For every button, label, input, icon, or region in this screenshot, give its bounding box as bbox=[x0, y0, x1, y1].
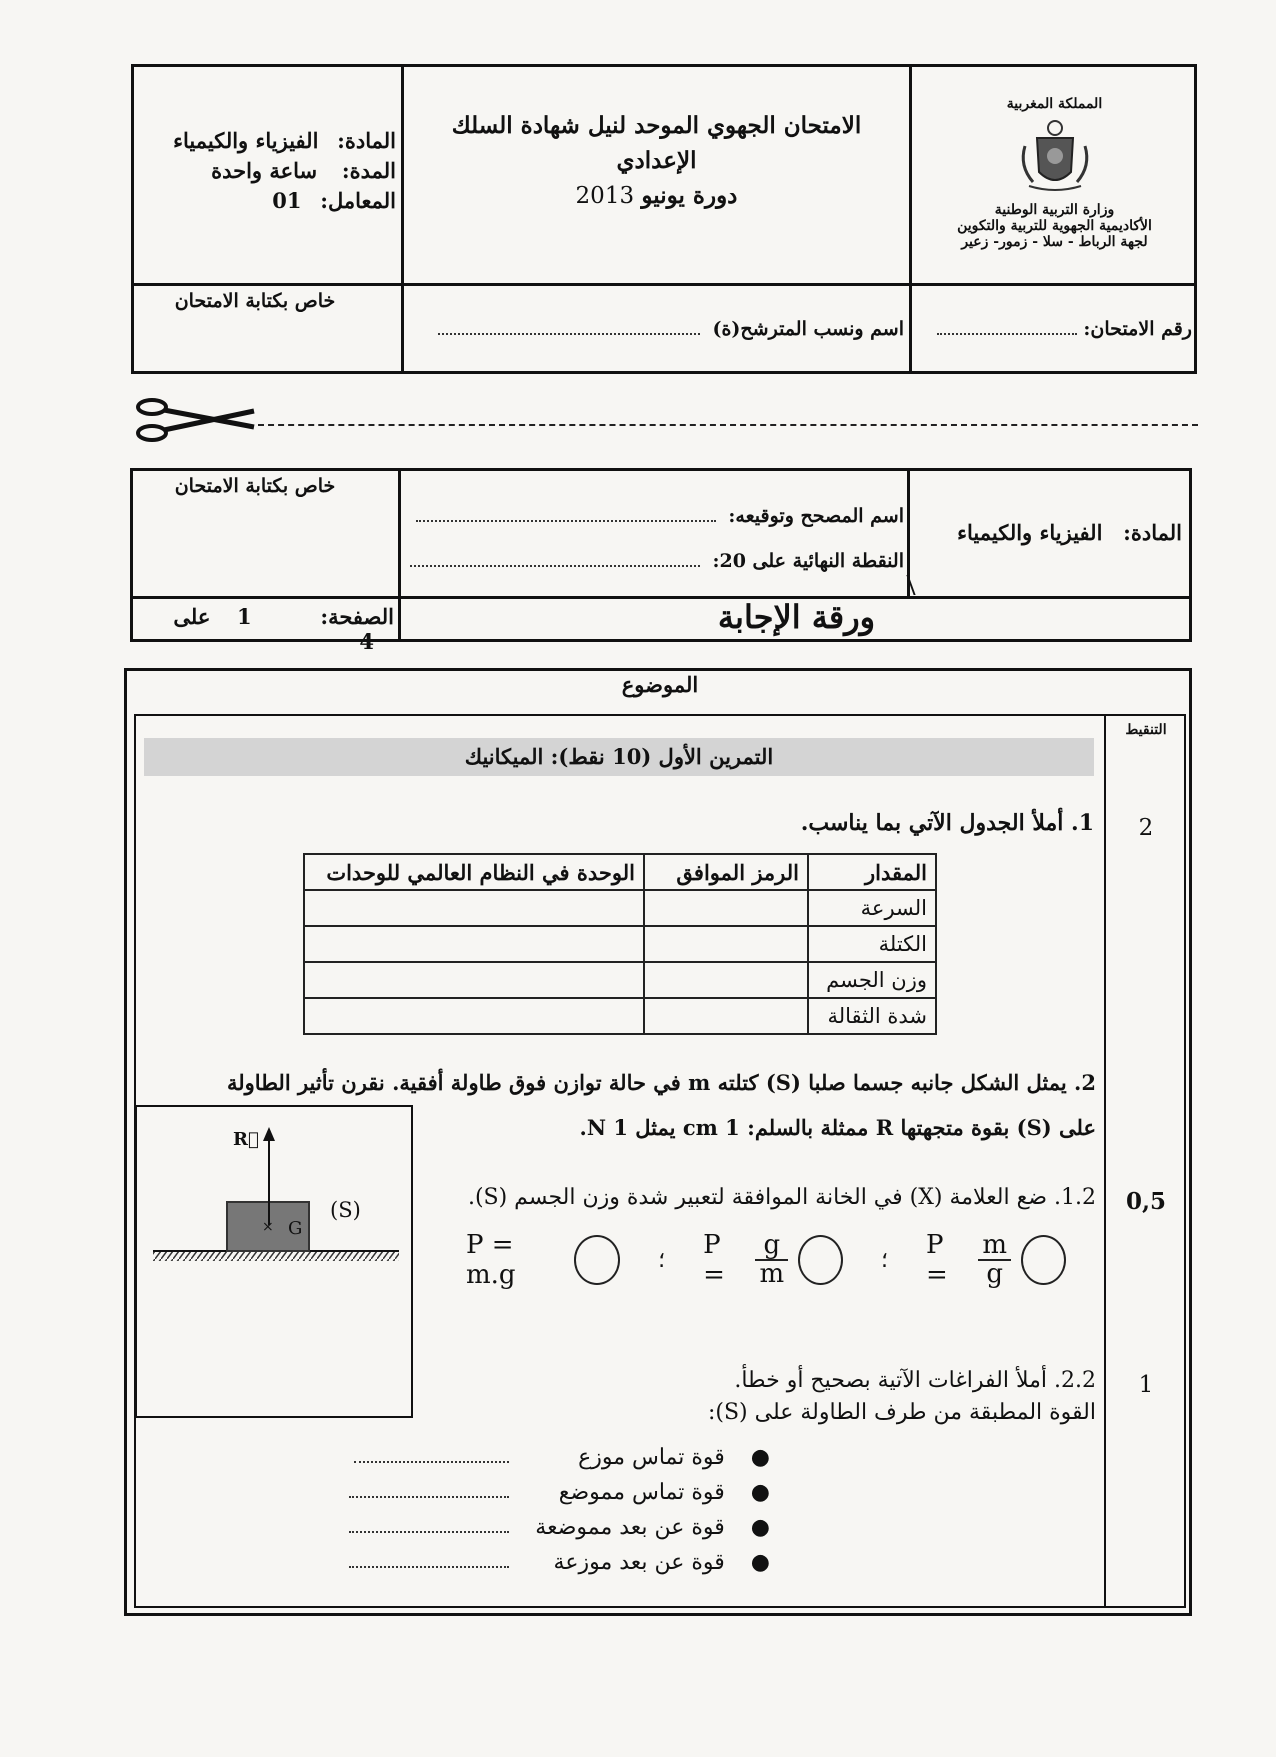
separator-2: ؛ bbox=[881, 1247, 889, 1273]
q22-text: 2.2. أملأ الفراغات الآتية بصحيح أو خطأ. bbox=[734, 1368, 1096, 1393]
final-grade-label: النقطة النهائية على 20: bbox=[712, 550, 904, 572]
bullet-icon: ● bbox=[750, 1480, 770, 1505]
force-diagram bbox=[137, 1107, 411, 1307]
page-label: الصفحة: bbox=[320, 604, 394, 629]
formula2-num: g bbox=[755, 1232, 788, 1261]
final-grade-dots[interactable] bbox=[410, 557, 700, 567]
session-label: دورة يونيو bbox=[641, 182, 738, 209]
final-grade-field[interactable] bbox=[404, 550, 904, 572]
corrector-field[interactable] bbox=[404, 505, 904, 527]
table-header: الرمز الموافق bbox=[644, 854, 808, 890]
q22-sub: القوة المطبقة من طرف الطاولة على (S): bbox=[707, 1400, 1096, 1425]
coef-row bbox=[134, 186, 396, 216]
bullet-text: قوة تماس مموضع bbox=[558, 1480, 725, 1505]
kingdom-text: المملكة المغربية bbox=[1006, 96, 1103, 112]
table-surface bbox=[153, 1251, 399, 1261]
q2-text-line2: على (S) بقوة متجهتها R ممثلة بالسلم: 1 cm يمثل 1 N. bbox=[579, 1115, 1096, 1140]
formula3-fraction bbox=[978, 1229, 1011, 1289]
kingdom-block bbox=[912, 96, 1197, 250]
corrector-label: اسم المصحح وتوقيعه: bbox=[728, 505, 904, 527]
cut-line bbox=[258, 424, 1198, 426]
table-header: الوحدة في النظام العالمي للوحدات bbox=[304, 854, 644, 890]
bullet-list bbox=[330, 1440, 770, 1580]
answer-sheet-title: ورقة الإجابة bbox=[717, 598, 876, 636]
duration-row bbox=[134, 156, 396, 186]
list-item bbox=[330, 1475, 770, 1510]
page-of: على bbox=[173, 604, 211, 629]
page-current: 1 bbox=[237, 604, 252, 629]
force-arrowhead bbox=[263, 1127, 275, 1141]
table-row-label: الكتلة bbox=[808, 926, 936, 962]
table-header-row bbox=[304, 854, 936, 890]
grading-column-divider bbox=[1104, 714, 1106, 1608]
table-header: المقدار bbox=[808, 854, 936, 890]
scissors-icon bbox=[134, 397, 258, 443]
table-row bbox=[304, 998, 936, 1034]
candidate-name-field[interactable] bbox=[404, 318, 904, 340]
page-indicator bbox=[134, 604, 394, 654]
bullet-icon: ● bbox=[750, 1515, 770, 1540]
table-cell-symbol[interactable] bbox=[644, 890, 808, 926]
answer-dots[interactable] bbox=[349, 1488, 509, 1498]
exercise-title-band bbox=[144, 738, 1094, 776]
subject-field-2 bbox=[912, 520, 1182, 545]
formula2-lhs: P = bbox=[703, 1230, 725, 1290]
page-total: 4 bbox=[359, 629, 374, 654]
table-cell-unit[interactable] bbox=[304, 926, 644, 962]
center-label: G bbox=[288, 1218, 303, 1239]
q1-points: 2 bbox=[1138, 815, 1154, 841]
answer-dots[interactable] bbox=[349, 1523, 509, 1533]
coef-value: 01 bbox=[272, 188, 302, 213]
formula3-num: m bbox=[978, 1232, 1011, 1261]
quantities-table bbox=[303, 853, 937, 1035]
table-row bbox=[304, 962, 936, 998]
bullet-text: قوة عن بعد مموضعة bbox=[535, 1515, 725, 1540]
bullet-text: قوة عن بعد موزعة bbox=[553, 1550, 725, 1575]
subject-value: الفيزياء والكيمياء bbox=[173, 128, 319, 153]
exam-number-dots[interactable] bbox=[937, 325, 1077, 335]
exercise-title: التمرين الأول (10 نقط): الميكانيك bbox=[464, 744, 774, 769]
duration-value: ساعة واحدة bbox=[211, 158, 318, 183]
center-mark: × bbox=[262, 1219, 274, 1235]
bullet-icon: ● bbox=[750, 1550, 770, 1575]
list-item bbox=[330, 1440, 770, 1475]
formula-option-3 bbox=[926, 1230, 1066, 1290]
table-row-label: وزن الجسم bbox=[808, 962, 936, 998]
answer-dots[interactable] bbox=[349, 1558, 509, 1568]
vector-label: R⃗ bbox=[233, 1129, 259, 1150]
reserved-label-bottom: خاص بكتابة الامتحان bbox=[174, 475, 336, 497]
table-cell-unit[interactable] bbox=[304, 962, 644, 998]
reserved-label-top: خاص بكتابة الامتحان bbox=[174, 290, 336, 312]
duration-label: المدة: bbox=[341, 158, 396, 183]
subject-info bbox=[134, 126, 396, 216]
region-text: لجهة الرباط - سلا - زمور- زعير bbox=[961, 234, 1148, 250]
corrector-dots[interactable] bbox=[416, 512, 716, 522]
candidate-name-label: اسم ونسب المترشح(ة) bbox=[712, 318, 904, 340]
q21-text: 1.2. ضع العلامة (X) في الخانة الموافقة لتعبير شدة وزن الجسم (S). bbox=[467, 1185, 1096, 1210]
session-line bbox=[404, 182, 909, 209]
formula-option-1 bbox=[466, 1230, 620, 1290]
table-cell-unit[interactable] bbox=[304, 998, 644, 1034]
list-item bbox=[330, 1510, 770, 1545]
subject-label: المادة: bbox=[337, 128, 396, 153]
formula2-fraction bbox=[755, 1229, 788, 1289]
candidate-name-dots[interactable] bbox=[438, 325, 700, 335]
bullet-icon: ● bbox=[750, 1445, 770, 1470]
formula1-text: P = m.g bbox=[466, 1230, 516, 1290]
exam-number-label: رقم الامتحان: bbox=[1083, 318, 1192, 340]
table-cell-unit[interactable] bbox=[304, 890, 644, 926]
formula1-checkbox[interactable] bbox=[574, 1235, 621, 1285]
formula3-checkbox[interactable] bbox=[1021, 1235, 1066, 1285]
formula-options bbox=[466, 1225, 1066, 1295]
exam-title-line1: الامتحان الجهوي الموحد لنيل شهادة السلك bbox=[451, 112, 862, 139]
separator-1: ؛ bbox=[658, 1247, 666, 1273]
table-cell-symbol[interactable] bbox=[644, 926, 808, 962]
subject-label-2: المادة: bbox=[1123, 520, 1182, 545]
table-cell-symbol[interactable] bbox=[644, 998, 808, 1034]
list-item bbox=[330, 1545, 770, 1580]
q21-points: 0,5 bbox=[1125, 1188, 1166, 1215]
coat-of-arms-icon bbox=[1015, 116, 1095, 194]
subject-row bbox=[134, 126, 396, 156]
q2-text-line1: 2. يمثل الشكل جانبه جسما صلبا (S) كتلته m في حالة توازن فوق طاولة أفقية. نقرن تأثير الطاولة bbox=[227, 1070, 1096, 1095]
q22-points: 1 bbox=[1138, 1372, 1154, 1398]
topic-label: الموضوع bbox=[621, 672, 699, 697]
exam-title-line2: الإعدادي bbox=[616, 147, 697, 174]
grading-label: التنقيط bbox=[1125, 722, 1167, 738]
table-row bbox=[304, 890, 936, 926]
formula2-den: m bbox=[759, 1259, 785, 1289]
answer-dots[interactable] bbox=[354, 1453, 509, 1463]
coef-label: المعامل: bbox=[320, 188, 396, 213]
exam-number-field[interactable] bbox=[912, 318, 1192, 340]
body-label: (S) bbox=[330, 1198, 361, 1222]
bullet-text: قوة تماس موزع bbox=[578, 1445, 725, 1470]
session-year: 2013 bbox=[575, 183, 635, 209]
table-row-label: السرعة bbox=[808, 890, 936, 926]
table-cell-symbol[interactable] bbox=[644, 962, 808, 998]
formula2-checkbox[interactable] bbox=[798, 1235, 843, 1285]
q1-text: 1. أملأ الجدول الآتي بما يناسب. bbox=[800, 810, 1094, 836]
formula-option-2 bbox=[703, 1230, 843, 1290]
academy-text: الأكاديمية الجهوية للتربية والتكوين bbox=[957, 218, 1152, 234]
subject-value-2: الفيزياء والكيمياء bbox=[957, 520, 1103, 545]
formula3-lhs: P = bbox=[926, 1230, 948, 1290]
header-divider-mid bbox=[131, 283, 1197, 286]
formula3-den: g bbox=[986, 1259, 1004, 1289]
table-row bbox=[304, 926, 936, 962]
ministry-text: وزارة التربية الوطنية bbox=[994, 202, 1115, 218]
exam-title-block bbox=[404, 112, 909, 209]
table-row-label: شدة الثقالة bbox=[808, 998, 936, 1034]
